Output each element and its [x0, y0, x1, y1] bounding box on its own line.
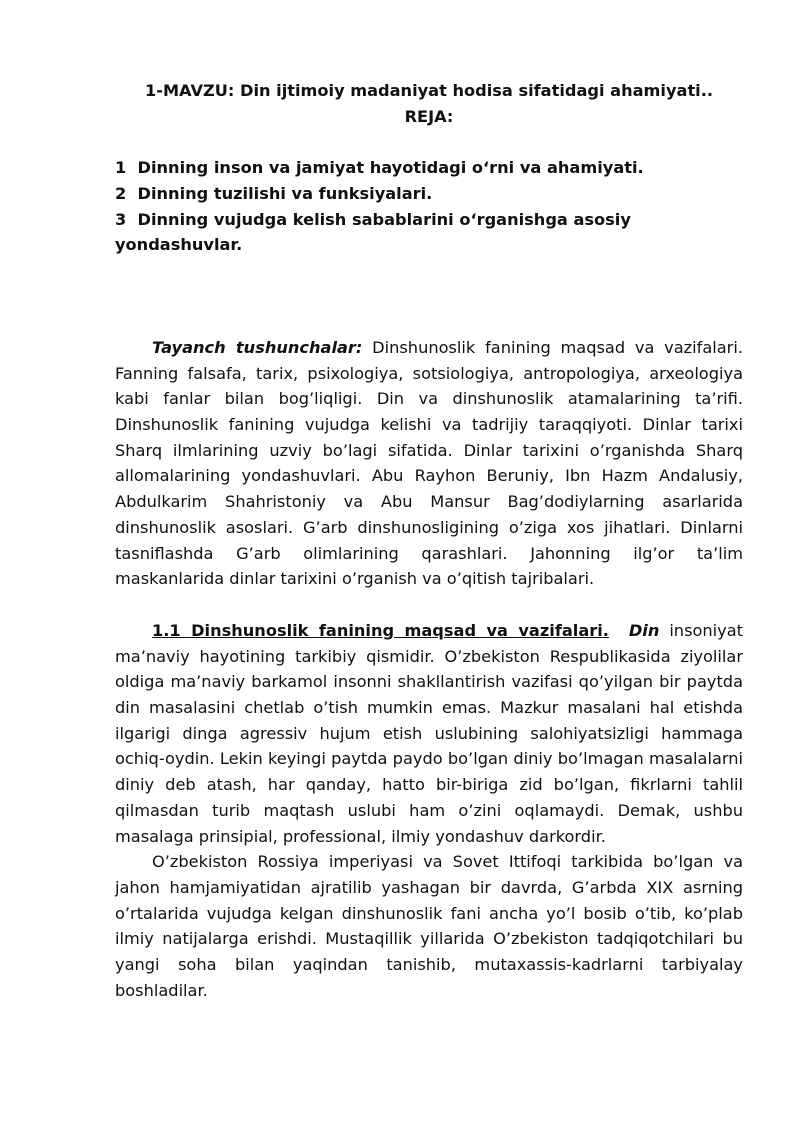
plan-item-number: 1 [115, 158, 127, 178]
section-paragraph-1 [115, 618, 743, 849]
plan-item-1 [115, 155, 743, 181]
section-paragraph-2: O’zbekiston Rossiya imperiyasi va Sovet Ittifoqi tarkibida bo’lgan va jahon hamjamiyatidan ajratilib yashagan bir davrda, G’arbda XIX asrning o’rtalarida vujudga kelgan dinshunoslik fani ancha yo’l bosib o’tib, ko’plab ilmiy natijalarga erishdi. Mustaqillik yillarida O’zbekiston tadqiqotchilari bu yangi soha bilan yaqindan tanishib, mutaxassis-kadrlarni tarbiyalay boshladilar. [115, 852, 743, 1000]
key-concepts-text: Dinshunoslik fanining maqsad va vazifalari. Fanning falsafa, tarix, psixologiya, sotsiologiya, antropologiya, arxeologiya kabi fanlar bilan bog’liqligi. Din va dinshunoslik atamalarining ta’rifi. Dinshunoslik fanining vujudga kelishi va tadrijiy taraqqiyoti. Dinlar tarixi Sharq ilmlarining uzviy bo’lagi sifatida. Dinlar tarixini o’rganishda Sharq allomalarining yondashuvlari. Abu Rayhon Beruniy, Ibn Hazm Andalusiy, Abdulkarim Shahristoniy va Abu Mansur Bag’dodiylarning asarlarida dinshunoslik asoslari. G’arb dinshunosligining o’ziga xos jihatlari. Dinlarni tasniflashda G’arb olimlarining qarashlari. Jahonning ilg’or ta’lim maskanlarida dinlar tarixini o’rganish va o’qitish tajribalari. [115, 337, 743, 589]
plan-item-number: 2 [115, 183, 127, 203]
plan-item-text: Dinning tuzilishi va funksiyalari. [137, 183, 433, 203]
plan-item-number: 3 [115, 209, 127, 229]
spacer [115, 592, 743, 618]
page-title: 1-MAVZU: Din ijtimoiy madaniyat hodisa sifatidagi ahamiyati.. [144, 81, 714, 100]
section-paragraph-1-text: insoniyat ma’naviy hayotining tarkibiy qismidir. O’zbekiston Respublikasida ziyolilar oldiga ma’naviy barkamol insonni shakllantirish vazifasi qo’yilgan bir paytda din masalasini chetlab o’tish mumkin emas. Mazkur masalani hal etishda ilgarigi dinga agressiv hujum etish uslubining salohiyatsizligi hammaga ochiq-oydin. Lekin keyingi paytda paydo bo’lgan diniy bo’lmagan masalalarni diniy deb atash, har qanday, hatto bir-biriga zid bo’lgan, fikrlarni tahlil qilmasdan turib maqtash uslubi ham o’zini oqlamaydi. Demak, ushbu masalaga prinsipial, professional, ilmiy yondashuv darkordir. [115, 620, 744, 846]
plan-item-text: Dinning inson va jamiyat hayotidagi o‘rni va ahamiyati. [137, 158, 644, 178]
plan-item-3 [115, 207, 743, 258]
section-heading: 1.1 Dinshunoslik fanining maqsad va vazifalari. [152, 620, 609, 640]
plan-item-text: Dinning vujudga kelish sabablarini o‘rganishga asosiy yondashuvlar. [115, 209, 631, 255]
section-lead-word: Din [628, 620, 660, 640]
document-page [115, 78, 743, 1003]
plan-heading: REJA: [404, 106, 454, 126]
key-concepts-label: Tayanch tushunchalar: [152, 337, 363, 357]
key-concepts-paragraph [115, 335, 743, 592]
spacer [115, 258, 743, 309]
spacer [115, 309, 743, 335]
plan-list [115, 155, 743, 258]
plan-item-2 [115, 181, 743, 207]
